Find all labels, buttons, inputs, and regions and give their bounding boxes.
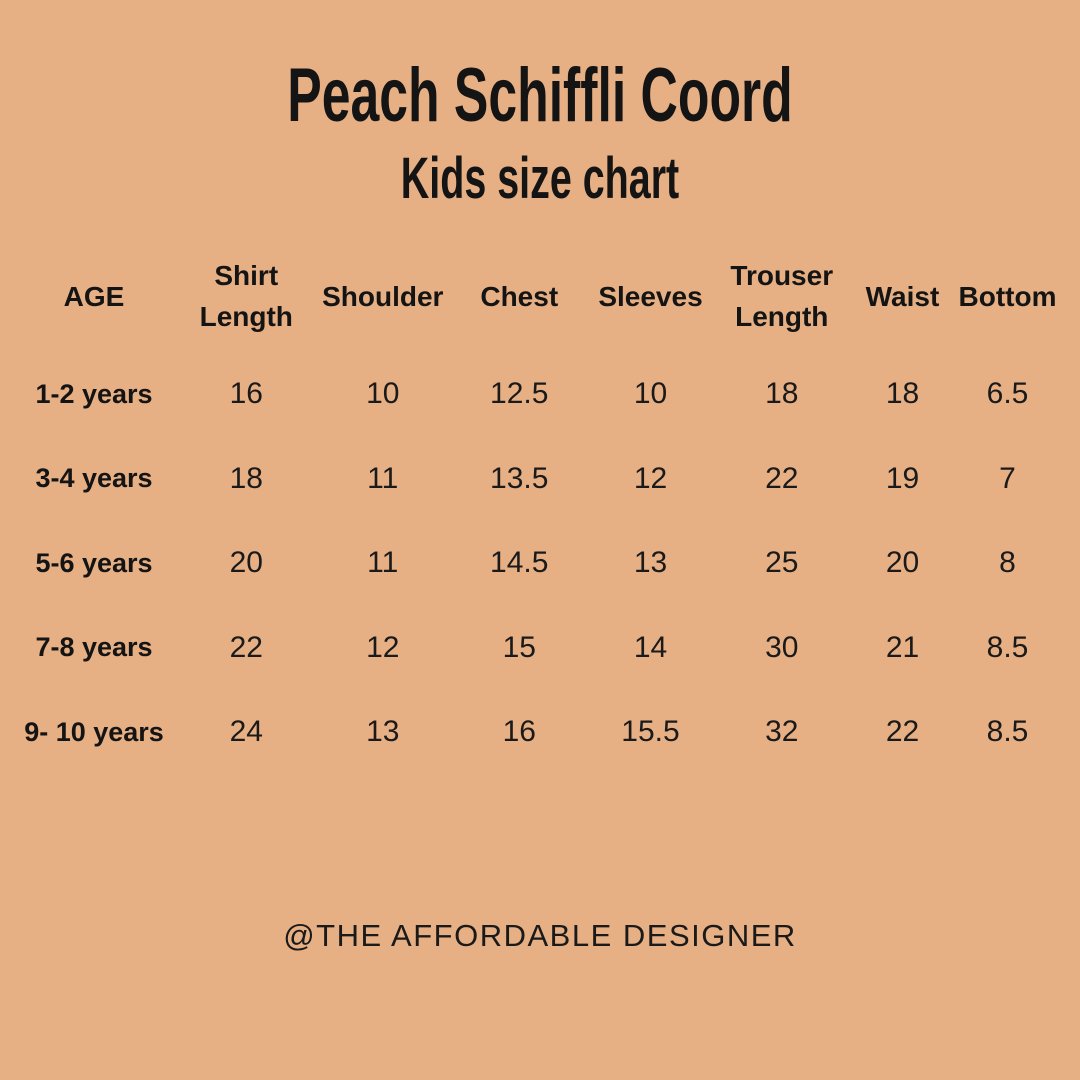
cell-7-8-bottom: 8.5	[986, 630, 1029, 664]
cell-7-8-chest: 15	[502, 630, 536, 664]
cell-3-4-sleeves: 12	[633, 461, 668, 495]
cell-3-4-chest: 13.5	[490, 461, 549, 495]
cell-5-6-shoulder: 11	[367, 546, 399, 580]
column-header-chest: Chest	[480, 280, 559, 312]
cell-7-8-waist: 21	[885, 630, 920, 664]
column-header-trouser-length: Trouser Length	[730, 260, 834, 332]
row-label-7-8-years: 7-8 years	[35, 632, 153, 663]
cell-7-8-shirt-length: 22	[229, 630, 263, 664]
cell-1-2-waist: 18	[885, 377, 920, 411]
cell-1-2-sleeves: 10	[633, 377, 668, 411]
cell-9-10-trouser-length: 32	[765, 715, 799, 749]
designer-credit: @THE AFFORDABLE DESIGNER	[283, 918, 797, 953]
cell-7-8-sleeves: 14	[633, 630, 668, 664]
cell-9-10-waist: 22	[885, 715, 920, 749]
row-label-1-2-years: 1-2 years	[35, 378, 153, 409]
row-label-9-10-years: 9- 10 years	[24, 716, 164, 747]
column-header-shoulder: Shoulder	[322, 280, 444, 312]
cell-5-6-shirt-length: 20	[229, 546, 263, 580]
cell-1-2-chest: 12.5	[490, 377, 549, 411]
cell-5-6-waist: 20	[885, 546, 920, 580]
cell-9-10-chest: 16	[502, 715, 536, 749]
cell-3-4-waist: 19	[885, 461, 920, 495]
cell-7-8-shoulder: 12	[366, 630, 400, 664]
cell-9-10-shoulder: 13	[366, 715, 400, 749]
column-header-sleeves: Sleeves	[598, 280, 703, 312]
cell-3-4-bottom: 7	[999, 461, 1016, 495]
cell-3-4-shirt-length: 18	[229, 461, 263, 495]
cell-7-8-trouser-length: 30	[765, 630, 799, 664]
cell-3-4-trouser-length: 22	[765, 461, 799, 495]
cell-9-10-shirt-length: 24	[229, 715, 263, 749]
cell-5-6-sleeves: 13	[633, 546, 668, 580]
column-header-waist: Waist	[865, 280, 940, 312]
cell-3-4-shoulder: 11	[367, 461, 399, 495]
size-table	[10, 242, 1060, 775]
cell-5-6-bottom: 8	[999, 546, 1016, 580]
row-label-3-4-years: 3-4 years	[35, 463, 153, 494]
cell-5-6-chest: 14.5	[490, 546, 549, 580]
page-subtitle: Kids size chart	[400, 146, 680, 211]
cell-5-6-trouser-length: 25	[765, 546, 799, 580]
cell-1-2-shoulder: 10	[366, 377, 400, 411]
column-header-shirt-length: Shirt Length	[199, 260, 293, 332]
page-title: Peach Schiffli Coord	[287, 53, 793, 138]
cell-1-2-trouser-length: 18	[765, 377, 799, 411]
cell-1-2-bottom: 6.5	[986, 377, 1029, 411]
cell-9-10-sleeves: 15.5	[621, 715, 680, 749]
cell-9-10-bottom: 8.5	[986, 715, 1029, 749]
column-header-age: AGE	[63, 280, 125, 312]
row-label-5-6-years: 5-6 years	[35, 547, 153, 578]
cell-1-2-shirt-length: 16	[229, 377, 263, 411]
column-header-bottom: Bottom	[958, 280, 1057, 312]
